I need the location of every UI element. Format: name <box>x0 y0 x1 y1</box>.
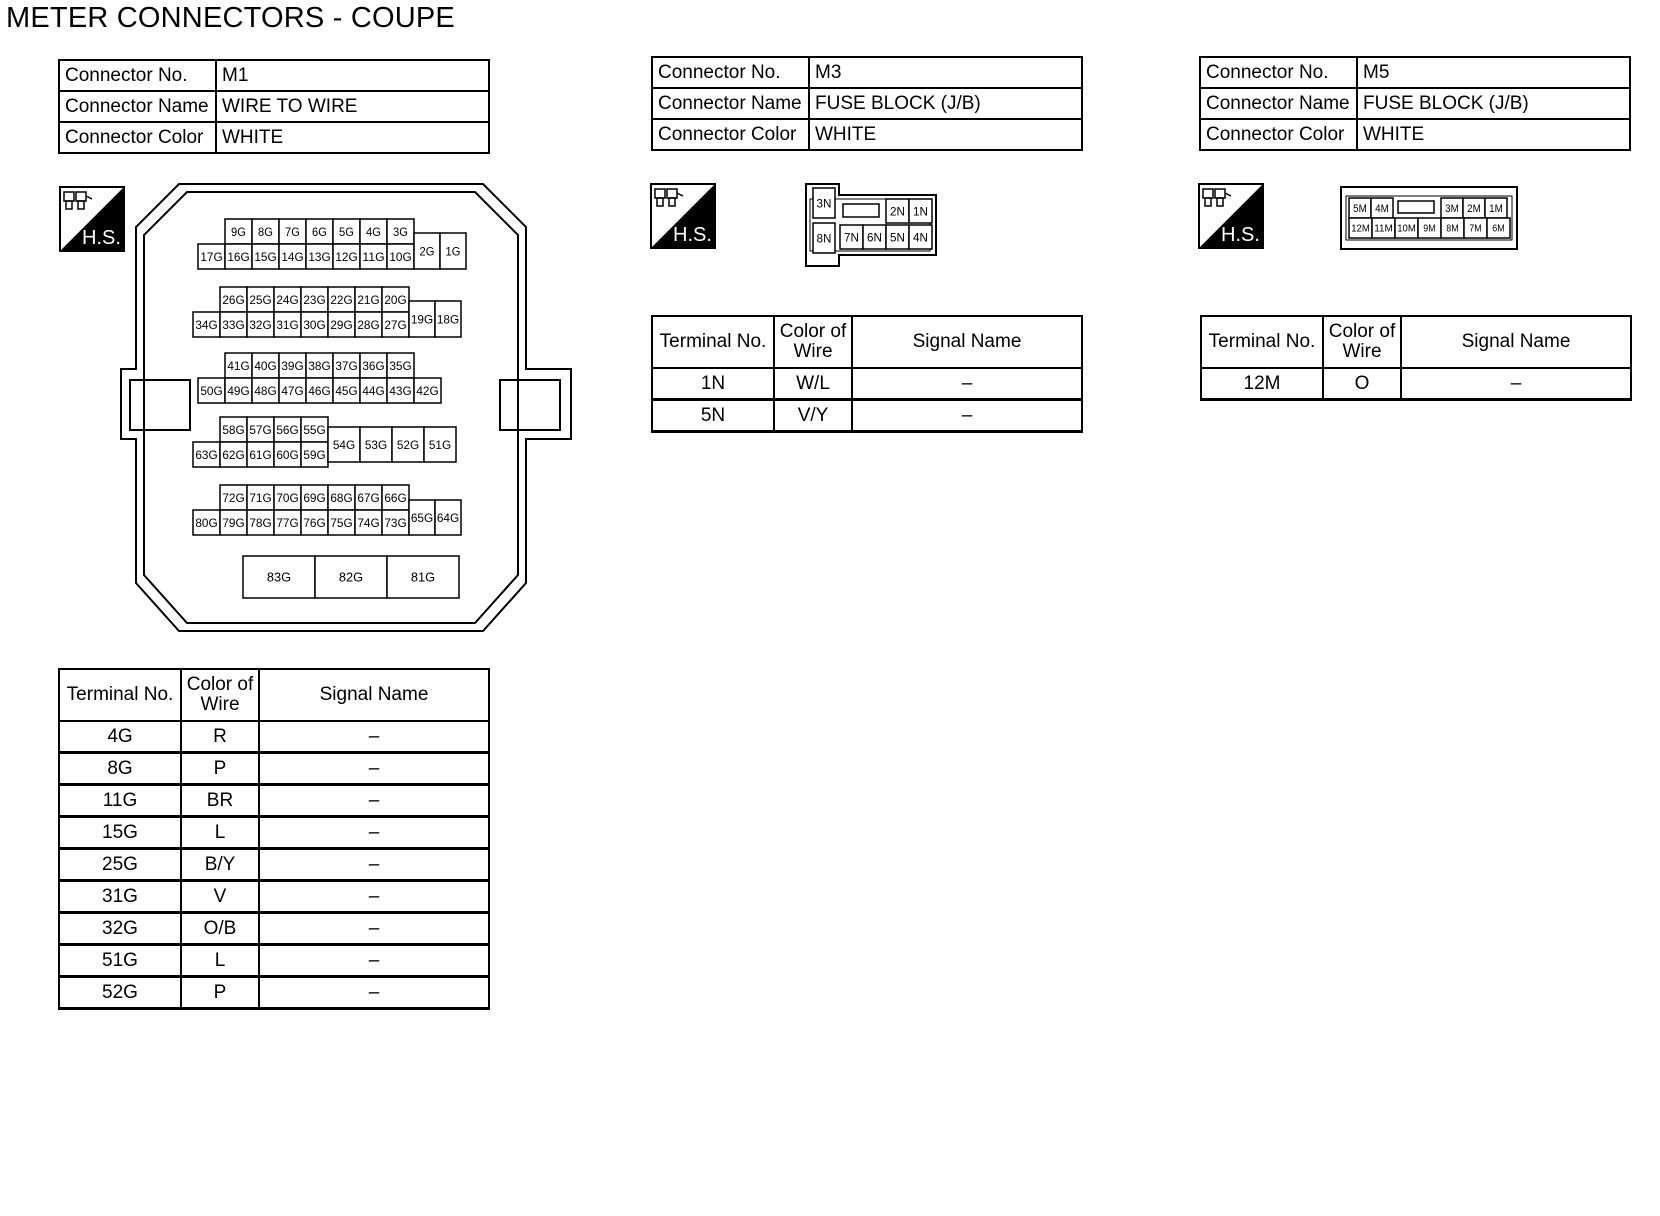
pin-label: 18G <box>436 312 460 327</box>
pin-label: 56G <box>276 422 299 437</box>
pin-label: 11G <box>362 249 385 264</box>
connector-no-label: Connector No. <box>1200 57 1357 88</box>
terminal-no-cell: 12M <box>1201 368 1323 400</box>
wire-color-cell: O/B <box>181 913 259 945</box>
wire-color-cell: BR <box>181 785 259 817</box>
pin-label: 34G <box>195 317 218 332</box>
pin-label: 11M <box>1374 223 1393 235</box>
connector-color-value: WHITE <box>1357 119 1630 150</box>
wire-color-header: Color of Wire <box>181 669 259 721</box>
signal-name-cell: – <box>259 753 489 785</box>
pin-label: 35G <box>389 358 412 373</box>
pin-label: 2G <box>419 244 435 259</box>
terminal-row <box>59 753 489 785</box>
pin-label: 1N <box>913 204 928 219</box>
pin-label: 33G <box>222 317 245 332</box>
wire-color-cell: W/L <box>774 368 852 400</box>
terminal-row <box>652 400 1082 432</box>
pin-label: 21G <box>357 292 380 307</box>
terminal-no-cell: 4G <box>59 721 181 753</box>
connector-color-value: WHITE <box>809 119 1082 150</box>
pin-label: 15G <box>254 249 277 264</box>
pin-label: 12G <box>335 249 358 264</box>
pin-label: 73G <box>384 515 407 530</box>
pin-label: 78G <box>249 515 272 530</box>
pin-label: 10G <box>389 249 412 264</box>
hs-label: H.S. <box>1221 224 1260 246</box>
pin-label: 32G <box>249 317 272 332</box>
signal-name-cell: – <box>852 368 1082 400</box>
signal-name-cell: – <box>259 721 489 753</box>
pin-label: 27G <box>384 317 407 332</box>
pin-label: 5N <box>890 230 905 245</box>
harness-side-icon <box>650 183 716 249</box>
connector-color-label: Connector Color <box>652 119 809 150</box>
pin-label: 83G <box>266 569 292 585</box>
pin-label: 69G <box>303 490 326 505</box>
wire-color-cell: V/Y <box>774 400 852 432</box>
pin-label: 29G <box>330 317 353 332</box>
pin-label: 40G <box>254 358 277 373</box>
terminal-rows <box>1201 368 1631 400</box>
pin-label: 7M <box>1469 223 1482 235</box>
harness-side-icon <box>1198 183 1264 249</box>
signal-name-cell: – <box>259 817 489 849</box>
connector-no-value: M3 <box>809 57 1082 88</box>
connector-name-value: WIRE TO WIRE <box>216 91 489 122</box>
pin-label: 1M <box>1489 202 1503 215</box>
terminal-row <box>59 945 489 977</box>
pin-label: 57G <box>249 422 272 437</box>
pin-label: 19G <box>410 312 434 327</box>
pin-label: 72G <box>222 490 245 505</box>
wire-color-cell: O <box>1323 368 1401 400</box>
pin-label: 3N <box>816 196 832 211</box>
pin-label: 13G <box>308 249 331 264</box>
hs-label: H.S. <box>82 227 121 249</box>
page-title: METER CONNECTORS - COUPE <box>6 2 455 34</box>
pin-label: 75G <box>330 515 353 530</box>
connector-no-value: M5 <box>1357 57 1630 88</box>
pin-label: 63G <box>195 447 218 462</box>
terminal-row <box>59 913 489 945</box>
pin-label: 12M <box>1351 223 1370 235</box>
pin-label: 30G <box>303 317 326 332</box>
terminal-no-cell: 31G <box>59 881 181 913</box>
terminal-no-cell: 25G <box>59 849 181 881</box>
pin-label: 36G <box>362 358 385 373</box>
terminal-no-header: Terminal No. <box>652 316 774 368</box>
pin-label: 24G <box>276 292 299 307</box>
pin-label: 7G <box>285 224 300 239</box>
pin-label: 50G <box>200 383 223 398</box>
pin-label: 51G <box>428 437 452 452</box>
pin-label: 3M <box>1445 202 1459 215</box>
wire-color-cell: P <box>181 977 259 1009</box>
signal-name-cell: – <box>1401 368 1631 400</box>
signal-name-cell: – <box>259 849 489 881</box>
terminal-no-cell: 1N <box>652 368 774 400</box>
pin-label: 55G <box>303 422 326 437</box>
pin-label: 48G <box>254 383 277 398</box>
pin-label: 6G <box>312 224 327 239</box>
terminal-table-m5 <box>1200 315 1632 401</box>
pin-label: 3G <box>393 224 408 239</box>
pin-label: 74G <box>357 515 380 530</box>
terminal-rows <box>59 721 489 1009</box>
terminal-table-m1 <box>58 668 490 1010</box>
connector-info-m1 <box>58 59 490 154</box>
pin-label: 81G <box>410 569 436 585</box>
signal-name-cell: – <box>259 785 489 817</box>
pin-label: 14G <box>281 249 304 264</box>
terminal-no-cell: 8G <box>59 753 181 785</box>
pin-label: 4G <box>366 224 381 239</box>
pin-label: 38G <box>308 358 331 373</box>
pin-label: 53G <box>364 437 388 452</box>
pin-label: 2N <box>890 204 905 219</box>
terminal-no-header: Terminal No. <box>1201 316 1323 368</box>
connector-no-label: Connector No. <box>652 57 809 88</box>
terminal-table-m3 <box>651 315 1083 433</box>
signal-name-header: Signal Name <box>1401 316 1631 368</box>
signal-name-cell: – <box>259 881 489 913</box>
pin-label: 47G <box>281 383 304 398</box>
pin-label: 82G <box>338 569 364 585</box>
signal-name-header: Signal Name <box>259 669 489 721</box>
pin-label: 9G <box>231 224 246 239</box>
hs-label: H.S. <box>673 224 712 246</box>
pin-label: 8G <box>258 224 273 239</box>
pin-label: 80G <box>195 515 218 530</box>
terminal-row <box>59 721 489 753</box>
connector-info-m3 <box>651 56 1083 151</box>
wire-color-cell: R <box>181 721 259 753</box>
pin-label: 44G <box>362 383 385 398</box>
pin-label: 41G <box>227 358 250 373</box>
signal-name-cell: – <box>259 977 489 1009</box>
pin-label: 54G <box>332 437 356 452</box>
pin-label: 70G <box>276 490 299 505</box>
wire-color-cell: B/Y <box>181 849 259 881</box>
pin-label: 60G <box>276 447 299 462</box>
connector-name-value: FUSE BLOCK (J/B) <box>1357 88 1630 119</box>
pin-label: 10M <box>1397 223 1416 235</box>
pin-label: 6M <box>1492 223 1505 235</box>
terminal-row <box>59 785 489 817</box>
pin-label: 5G <box>339 224 354 239</box>
wire-color-cell: L <box>181 945 259 977</box>
pin-label: 16G <box>227 249 250 264</box>
wire-color-cell: P <box>181 753 259 785</box>
pin-label: 22G <box>330 292 353 307</box>
wire-color-cell: V <box>181 881 259 913</box>
harness-side-icon <box>59 186 125 252</box>
terminal-row <box>59 977 489 1009</box>
terminal-no-cell: 11G <box>59 785 181 817</box>
pin-label: 76G <box>303 515 326 530</box>
terminal-row <box>59 849 489 881</box>
pin-label: 65G <box>410 510 434 525</box>
pin-label: 45G <box>335 383 358 398</box>
pin-label: 39G <box>281 358 304 373</box>
pin-label: 49G <box>227 383 250 398</box>
connector-no-value: M1 <box>216 60 489 91</box>
connector-face-m3 <box>805 183 939 269</box>
pin-label: 71G <box>249 490 272 505</box>
terminal-row <box>652 368 1082 400</box>
connector-name-value: FUSE BLOCK (J/B) <box>809 88 1082 119</box>
pin-label: 31G <box>276 317 299 332</box>
terminal-row <box>59 881 489 913</box>
pin-label: 5M <box>1353 202 1367 215</box>
pin-label: 62G <box>222 447 245 462</box>
wire-color-cell: L <box>181 817 259 849</box>
terminal-rows <box>652 368 1082 432</box>
terminal-no-cell: 15G <box>59 817 181 849</box>
terminal-no-cell: 51G <box>59 945 181 977</box>
pin-label: 61G <box>249 447 272 462</box>
pin-label: 23G <box>303 292 326 307</box>
pin-label: 25G <box>249 292 272 307</box>
connector-name-label: Connector Name <box>1200 88 1357 119</box>
pin-label: 42G <box>416 383 439 398</box>
pin-label: 2M <box>1467 202 1481 215</box>
pin-label: 68G <box>330 490 353 505</box>
terminal-row <box>59 817 489 849</box>
terminal-row <box>1201 368 1631 400</box>
connector-no-label: Connector No. <box>59 60 216 91</box>
pin-label: 1G <box>445 244 461 259</box>
signal-name-cell: – <box>259 913 489 945</box>
pin-label: 52G <box>396 437 420 452</box>
pin-label: 77G <box>276 515 299 530</box>
terminal-no-cell: 5N <box>652 400 774 432</box>
wire-color-header: Color of Wire <box>1323 316 1401 368</box>
connector-color-label: Connector Color <box>1200 119 1357 150</box>
pin-label: 79G <box>222 515 245 530</box>
pin-label: 20G <box>384 292 407 307</box>
pin-label: 17G <box>200 249 223 264</box>
pin-label: 67G <box>357 490 380 505</box>
pin-label: 46G <box>308 383 331 398</box>
signal-name-header: Signal Name <box>852 316 1082 368</box>
pin-label: 58G <box>222 422 245 437</box>
pin-label: 37G <box>335 358 358 373</box>
signal-name-cell: – <box>852 400 1082 432</box>
connector-info-m5 <box>1199 56 1631 151</box>
connector-lock <box>843 204 879 217</box>
connector-name-label: Connector Name <box>652 88 809 119</box>
pin-label: 8M <box>1446 223 1459 235</box>
pin-label: 7N <box>844 230 859 245</box>
pin-label: 43G <box>389 383 412 398</box>
connector-lock <box>1398 201 1434 213</box>
pin-label: 8N <box>816 231 832 246</box>
pin-label: 66G <box>384 490 407 505</box>
pin-label: 26G <box>222 292 245 307</box>
connector-color-label: Connector Color <box>59 122 216 153</box>
signal-name-cell: – <box>259 945 489 977</box>
pin-label: 4N <box>913 230 928 245</box>
wire-color-header: Color of Wire <box>774 316 852 368</box>
pin-label: 9M <box>1423 223 1436 235</box>
pin-label: 64G <box>436 510 460 525</box>
pin-label: 4M <box>1375 202 1389 215</box>
pin-label: 59G <box>303 447 326 462</box>
terminal-no-cell: 32G <box>59 913 181 945</box>
connector-face-m1 <box>120 183 574 635</box>
connector-color-value: WHITE <box>216 122 489 153</box>
pin-label: 6N <box>867 230 882 245</box>
terminal-no-header: Terminal No. <box>59 669 181 721</box>
connector-face-m5 <box>1340 186 1520 252</box>
terminal-no-cell: 52G <box>59 977 181 1009</box>
connector-name-label: Connector Name <box>59 91 216 122</box>
pin-label: 28G <box>357 317 380 332</box>
